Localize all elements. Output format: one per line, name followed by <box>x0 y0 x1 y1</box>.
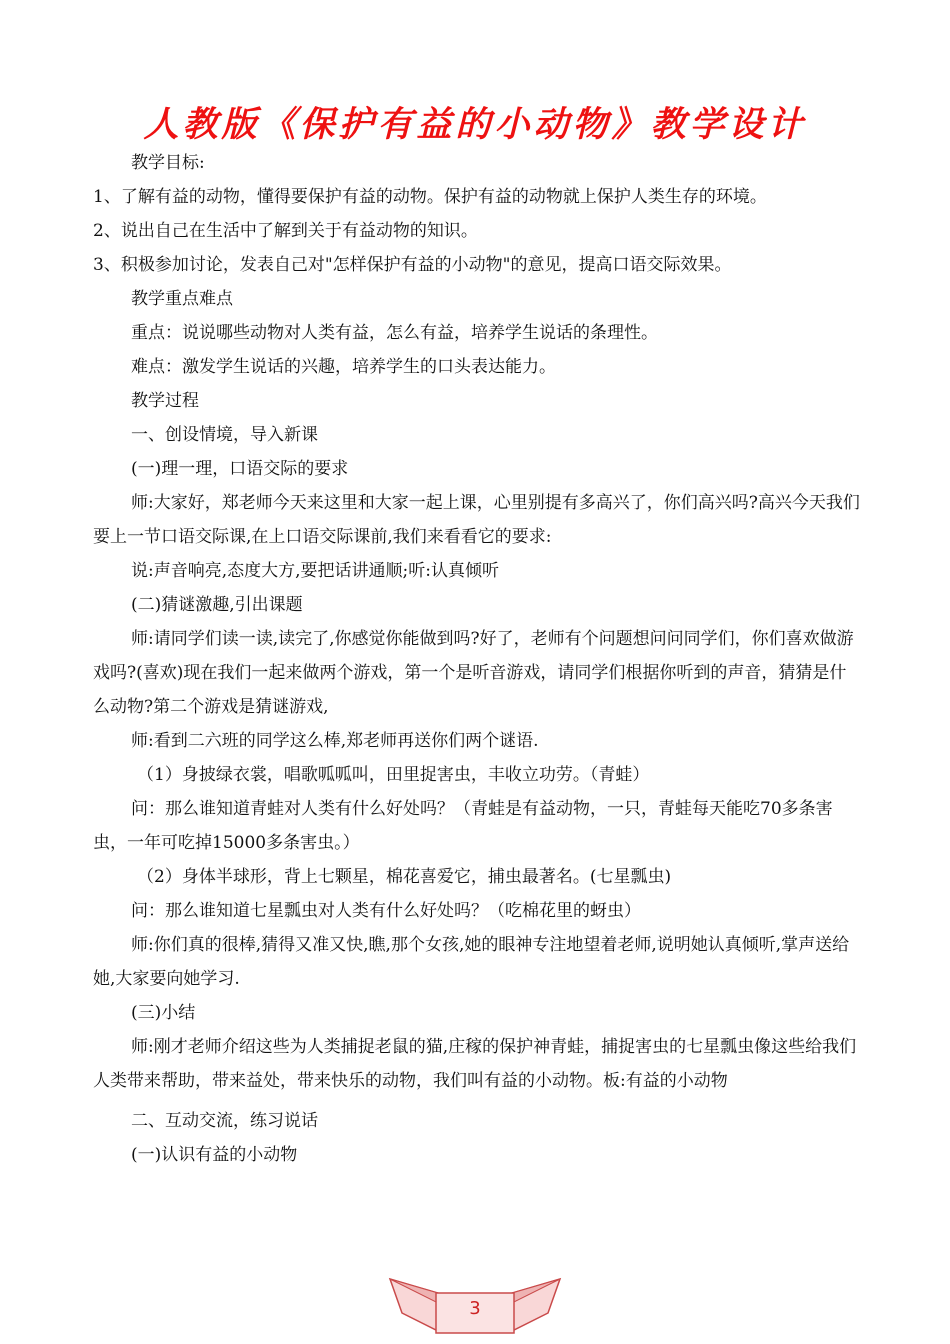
document-title: 人教版《保护有益的小动物》教学设计 <box>143 105 807 145</box>
paragraph: 教学目标: <box>131 153 205 173</box>
paragraph: (三)小结 <box>131 1003 196 1023</box>
paragraph: (一)认识有益的小动物 <box>131 1145 298 1165</box>
paragraph: 问：那么谁知道青蛙对人类有什么好处吗？（青蛙是有益动物，一只，青蛙每天能吃70多条害虫，一年可吃掉15000多条害虫。） <box>93 799 833 853</box>
paragraph: （1）身披绿衣裳，唱歌呱呱叫，田里捉害虫，丰收立功劳。（青蛙） <box>137 765 650 785</box>
paragraph: 教学重点难点 <box>131 289 233 309</box>
paragraph: 师:请同学们读一读,读完了,你感觉你能做到吗?好了，老师有个问题想问问同学们，你们喜欢做游戏吗?(喜欢)现在我们一起来做两个游戏，第一个是听音游戏，请同学们根据你听到的声音，猜猜是什么动物?第二个游戏是猜谜游戏, <box>93 629 854 717</box>
document-body <box>93 146 863 1172</box>
paragraph: 说:声音响亮,态度大方,要把话讲通顺;听:认真倾听 <box>131 561 499 581</box>
paragraph: （2）身体半球形，背上七颗星，棉花喜爱它，捕虫最著名。(七星瓢虫) <box>137 867 672 887</box>
paragraph: 问：那么谁知道七星瓢虫对人类有什么好处吗？（吃棉花里的蚜虫） <box>131 901 641 921</box>
paragraph: 1、了解有益的动物，懂得要保护有益的动物。保护有益的动物就上保护人类生存的环境。 <box>93 187 767 207</box>
page-number: 3 <box>469 1298 481 1319</box>
paragraph: 重点：说说哪些动物对人类有益，怎么有益，培养学生说话的条理性。 <box>131 323 658 343</box>
paragraph: 师:刚才老师介绍这些为人类捕捉老鼠的猫,庄稼的保护神青蛙，捕捉害虫的七星瓢虫像这些给我们人类带来帮助，带来益处，带来快乐的动物，我们叫有益的小动物。板:有益的小动物 <box>93 1037 857 1091</box>
paragraph: 师:大家好，郑老师今天来这里和大家一起上课，心里别提有多高兴了，你们高兴吗?高兴今天我们要上一节口语交际课,在上口语交际课前,我们来看看它的要求: <box>93 493 860 547</box>
paragraph: 难点：激发学生说话的兴趣，培养学生的口头表达能力。 <box>131 357 556 377</box>
paragraph: 教学过程 <box>131 391 199 411</box>
paragraph: 师:看到二六班的同学这么棒,郑老师再送你们两个谜语. <box>131 731 539 751</box>
paragraph: 师:你们真的很棒,猜得又准又快,瞧,那个女孩,她的眼神专注地望着老师,说明她认真倾听,掌声送给她,大家要向她学习. <box>93 935 850 989</box>
paragraph: 一、创设情境，导入新课 <box>131 425 318 445</box>
paragraph: 2、说出自己在生活中了解到关于有益动物的知识。 <box>93 221 478 241</box>
paragraph: 3、积极参加讨论，发表自己对"怎样保护有益的小动物"的意见，提高口语交际效果。 <box>93 255 732 275</box>
paragraph: (一)理一理，口语交际的要求 <box>131 459 349 479</box>
paragraph: 二、互动交流，练习说话 <box>131 1111 318 1131</box>
paragraph: (二)猜谜激趣,引出课题 <box>131 595 303 615</box>
